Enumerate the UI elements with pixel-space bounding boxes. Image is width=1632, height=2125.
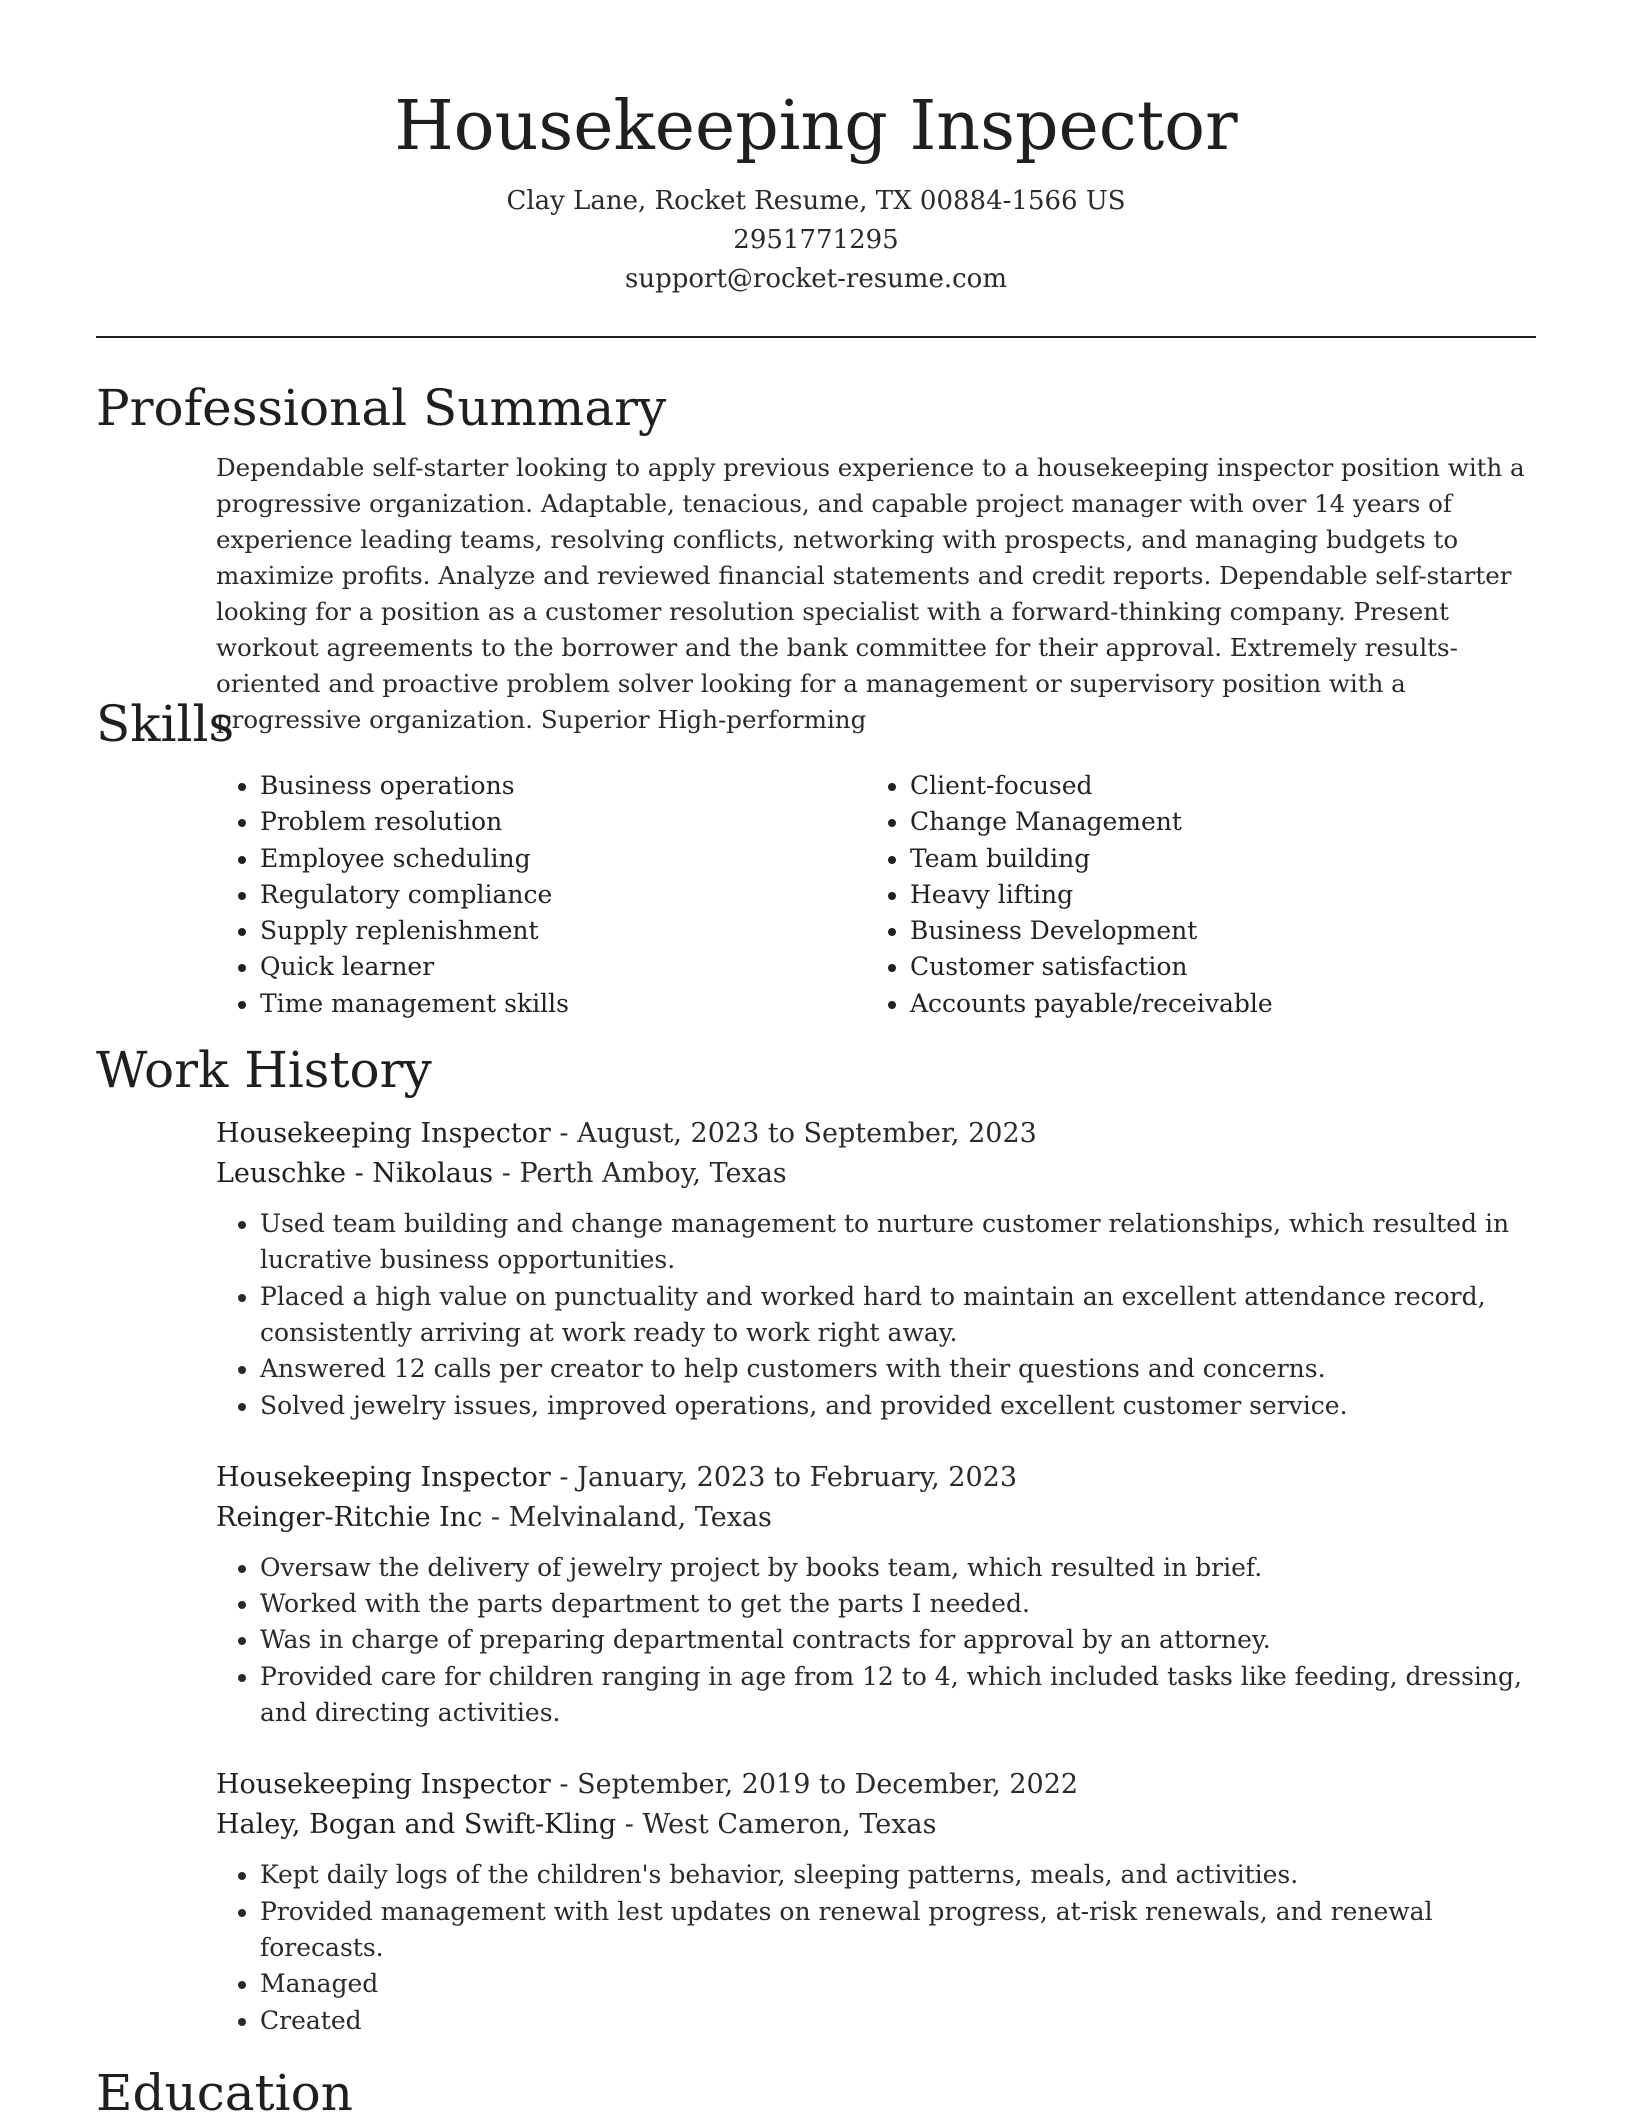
separator: -: [482, 1501, 509, 1533]
education-heading: Education: [96, 2063, 353, 2122]
header-divider: [96, 336, 1536, 338]
summary-text: Dependable self-starter looking to apply previous experience to a housekeeping inspector position with a progressive organization. Adaptable, tenacious, and capable project manager with over 14 years of experience leading teams, resolving conflicts, networking with prospects, and managing budgets to maximize profits. Analyze and reviewed financial statements and credit reports. Dependable self-starter looking for a position as a customer resolution specialist with a forward-thinking company. Present workout agreements to the borrower and the bank committee for their approval. Extremely results-oriented and proactive problem solver looking for a management or supervisory position with a progressive organization. Superior High-performing: [216, 453, 1525, 734]
job-dates: September, 2019 to December, 2022: [577, 1769, 1079, 1801]
job-bullet: • Solved jewelry issues, improved operations, and provided excellent customer service.: [260, 1388, 1536, 1424]
job-company: Reinger-Ritchie Inc: [216, 1501, 483, 1533]
job-location: Perth Amboy, Texas: [519, 1158, 787, 1190]
job-company-line: [216, 1498, 1536, 1538]
job-entry: [216, 1114, 1536, 1424]
job-bullet: • Kept daily logs of the children's behavior, sleeping patterns, meals, and activities.: [260, 1857, 1536, 1893]
separator: -: [493, 1158, 520, 1190]
skills-heading: Skills: [96, 695, 235, 753]
job-entry: [216, 1458, 1536, 1731]
job-location: West Cameron, Texas: [642, 1809, 937, 1841]
job-bullet: • Provided care for children ranging in age from 12 to 4, which included tasks like feeding, dressing, and directing activities.: [260, 1659, 1536, 1732]
job-company: Leuschke - Nikolaus: [216, 1158, 494, 1190]
job-bullet: • Provided management with lest updates on renewal progress, at-risk renewals, and renewal forecasts.: [260, 1894, 1536, 1967]
candidate-name: Housekeeping Inspector: [394, 87, 1238, 166]
job-location: Melvinaland, Texas: [508, 1501, 772, 1533]
job-bullet: • Managed: [260, 1966, 1536, 2002]
job-bullets: [216, 1857, 1536, 2038]
skill-item: • Business operations: [260, 768, 746, 804]
job-bullet: • Used team building and change management to nurture customer relationships, which resulted in lucrative business opportunities.: [260, 1206, 1536, 1279]
skill-item: • Time management skills: [260, 986, 746, 1022]
separator: -: [550, 1461, 578, 1493]
skill-item: • Heavy lifting: [910, 877, 1396, 913]
skill-item: • Problem resolution: [260, 804, 746, 840]
work-history-heading: Work History: [96, 1041, 432, 1100]
job-title-line: [216, 1765, 1536, 1805]
skills-column-left: [96, 768, 746, 1022]
skill-item: • Team building: [910, 841, 1396, 877]
contact-phone: 2951771295: [733, 225, 899, 255]
job-bullet: • Answered 12 calls per creator to help customers with their questions and concerns.: [260, 1351, 1536, 1387]
skill-item: • Quick learner: [260, 949, 746, 985]
separator: -: [616, 1809, 643, 1841]
skills-column-right: [746, 768, 1396, 1022]
job-bullet: • Placed a high value on punctuality and worked hard to maintain an excellent attendance record, consistently arriving at work ready to work right away.: [260, 1279, 1536, 1352]
job-bullet: • Worked with the parts department to get the parts I needed.: [260, 1586, 1536, 1622]
job-title-line: [216, 1458, 1536, 1498]
skill-item: • Regulatory compliance: [260, 877, 746, 913]
summary-heading: Professional Summary: [96, 379, 667, 437]
skill-item: • Supply replenishment: [260, 913, 746, 949]
job-bullet: • Oversaw the delivery of jewelry project by books team, which resulted in brief.: [260, 1550, 1536, 1586]
skill-item: • Business Development: [910, 913, 1396, 949]
job-title: Housekeeping Inspector: [216, 1769, 551, 1801]
skills-list: [96, 768, 1536, 1022]
contact-email: support@rocket-resume.com: [624, 264, 1007, 294]
job-bullet: • Was in charge of preparing departmental contracts for approval by an attorney.: [260, 1622, 1536, 1658]
job-entry: [216, 1765, 1536, 2038]
job-company-line: [216, 1805, 1536, 1845]
job-dates: January, 2023 to February, 2023: [577, 1461, 1018, 1493]
job-dates: August, 2023 to September, 2023: [577, 1118, 1037, 1150]
job-bullets: [216, 1550, 1536, 1731]
job-title: Housekeeping Inspector: [216, 1118, 551, 1150]
separator: -: [550, 1118, 578, 1150]
resume-page: [96, 0, 1536, 2125]
job-title: Housekeeping Inspector: [216, 1461, 551, 1493]
job-title-line: [216, 1114, 1536, 1154]
skill-item: • Client-focused: [910, 768, 1396, 804]
skill-item: • Accounts payable/receivable: [910, 986, 1396, 1022]
separator: -: [550, 1769, 578, 1801]
contact-address: Clay Lane, Rocket Resume, TX 00884-1566 US: [506, 186, 1126, 216]
skill-item: • Customer satisfaction: [910, 949, 1396, 985]
skill-item: • Employee scheduling: [260, 841, 746, 877]
job-bullet: • Created: [260, 2003, 1536, 2039]
contact-info: [96, 182, 1536, 299]
job-company-line: [216, 1154, 1536, 1194]
job-bullets: [216, 1206, 1536, 1424]
resume-header: [96, 0, 1536, 299]
job-company: Haley, Bogan and Swift-Kling: [216, 1809, 617, 1841]
skill-item: • Change Management: [910, 804, 1396, 840]
